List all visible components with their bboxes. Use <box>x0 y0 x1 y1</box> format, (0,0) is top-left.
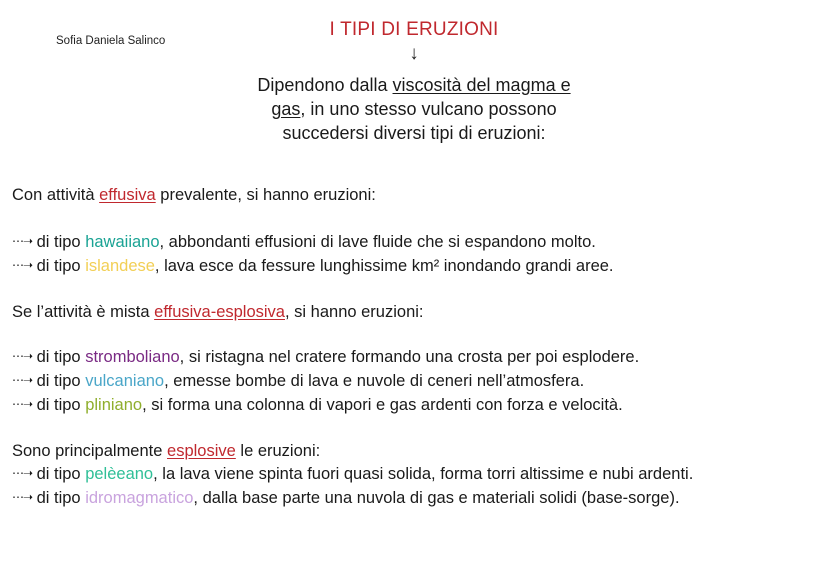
keyword-pliniano: pliniano <box>85 396 143 414</box>
item-text: di tipo <box>32 233 86 251</box>
item-text: , emesse bombe di lava e nuvole di ceneri nell’atmosfera. <box>164 372 585 390</box>
section-text: Con attività <box>12 186 100 204</box>
intro-text: succedersi diversi tipi di eruzioni: <box>282 123 546 143</box>
keyword-esplosive: esplosive <box>167 442 236 460</box>
dotted-arrow-icon: ⋯➝ <box>12 349 33 363</box>
section-text: Se l’attività è mista <box>12 303 155 321</box>
dotted-arrow-icon: ⋯➝ <box>12 490 33 504</box>
section-mista <box>12 303 424 322</box>
author-name: Sofia Daniela Salinco <box>56 35 166 47</box>
down-arrow-icon: ↓ <box>409 43 419 64</box>
item-text: di tipo <box>32 257 86 275</box>
list-item-idromagmatico <box>12 489 680 508</box>
keyword-idromagmatico: idromagmatico <box>85 489 194 507</box>
intro-underlined: gas <box>271 99 301 119</box>
list-item-stromboliano <box>12 348 639 367</box>
section-text: le eruzioni: <box>235 442 321 460</box>
item-text: , si ristagna nel cratere formando una crosta per poi esplodere. <box>179 348 640 366</box>
item-text: di tipo <box>32 372 86 390</box>
intro-underlined: viscosità del magma e <box>392 75 571 95</box>
intro-paragraph <box>0 73 828 145</box>
item-text: , la lava viene spinta fuori quasi solida, forma torri altissime e nubi ardenti. <box>153 465 694 483</box>
list-item-pliniano <box>12 396 623 415</box>
item-text: di tipo <box>32 348 86 366</box>
dotted-arrow-icon: ⋯➝ <box>12 258 33 272</box>
item-text: , lava esce da fessure lunghissime km² inondando grandi aree. <box>154 257 614 275</box>
dotted-arrow-icon: ⋯➝ <box>12 397 33 411</box>
keyword-effusiva-esplosiva: effusiva-esplosiva <box>154 303 285 321</box>
list-item-peleeano <box>12 465 693 484</box>
item-text: , dalla base parte una nuvola di gas e materiali solidi (base-sorge). <box>193 489 680 507</box>
dotted-arrow-icon: ⋯➝ <box>12 373 33 387</box>
keyword-islandese: islandese <box>85 257 155 275</box>
keyword-vulcaniano: vulcaniano <box>85 372 165 390</box>
section-text: Sono principalmente <box>12 442 168 460</box>
section-effusiva <box>12 186 376 205</box>
section-text: prevalente, si hanno eruzioni: <box>155 186 376 204</box>
list-item-islandese <box>12 257 614 276</box>
dotted-arrow-icon: ⋯➝ <box>12 234 33 248</box>
section-esplosive <box>12 442 320 461</box>
item-text: , si forma una colonna di vapori e gas ardenti con forza e velocità. <box>142 396 623 414</box>
keyword-hawaiiano: hawaiiano <box>85 233 160 251</box>
list-item-hawaiiano <box>12 233 596 252</box>
list-item-vulcaniano <box>12 372 584 391</box>
intro-text: Dipendono dalla <box>257 75 393 95</box>
item-text: di tipo <box>32 465 86 483</box>
section-text: , si hanno eruzioni: <box>285 303 424 321</box>
item-text: di tipo <box>32 396 86 414</box>
keyword-peleeano: pelèeano <box>85 465 154 483</box>
dotted-arrow-icon: ⋯➝ <box>12 466 33 480</box>
intro-text: , in uno stesso vulcano possono <box>300 99 557 119</box>
keyword-effusiva: effusiva <box>99 186 156 204</box>
item-text: di tipo <box>32 489 86 507</box>
keyword-stromboliano: stromboliano <box>85 348 180 366</box>
page-title: I TIPI DI ERUZIONI <box>329 19 499 40</box>
item-text: , abbondanti effusioni di lave fluide che si espandono molto. <box>159 233 596 251</box>
